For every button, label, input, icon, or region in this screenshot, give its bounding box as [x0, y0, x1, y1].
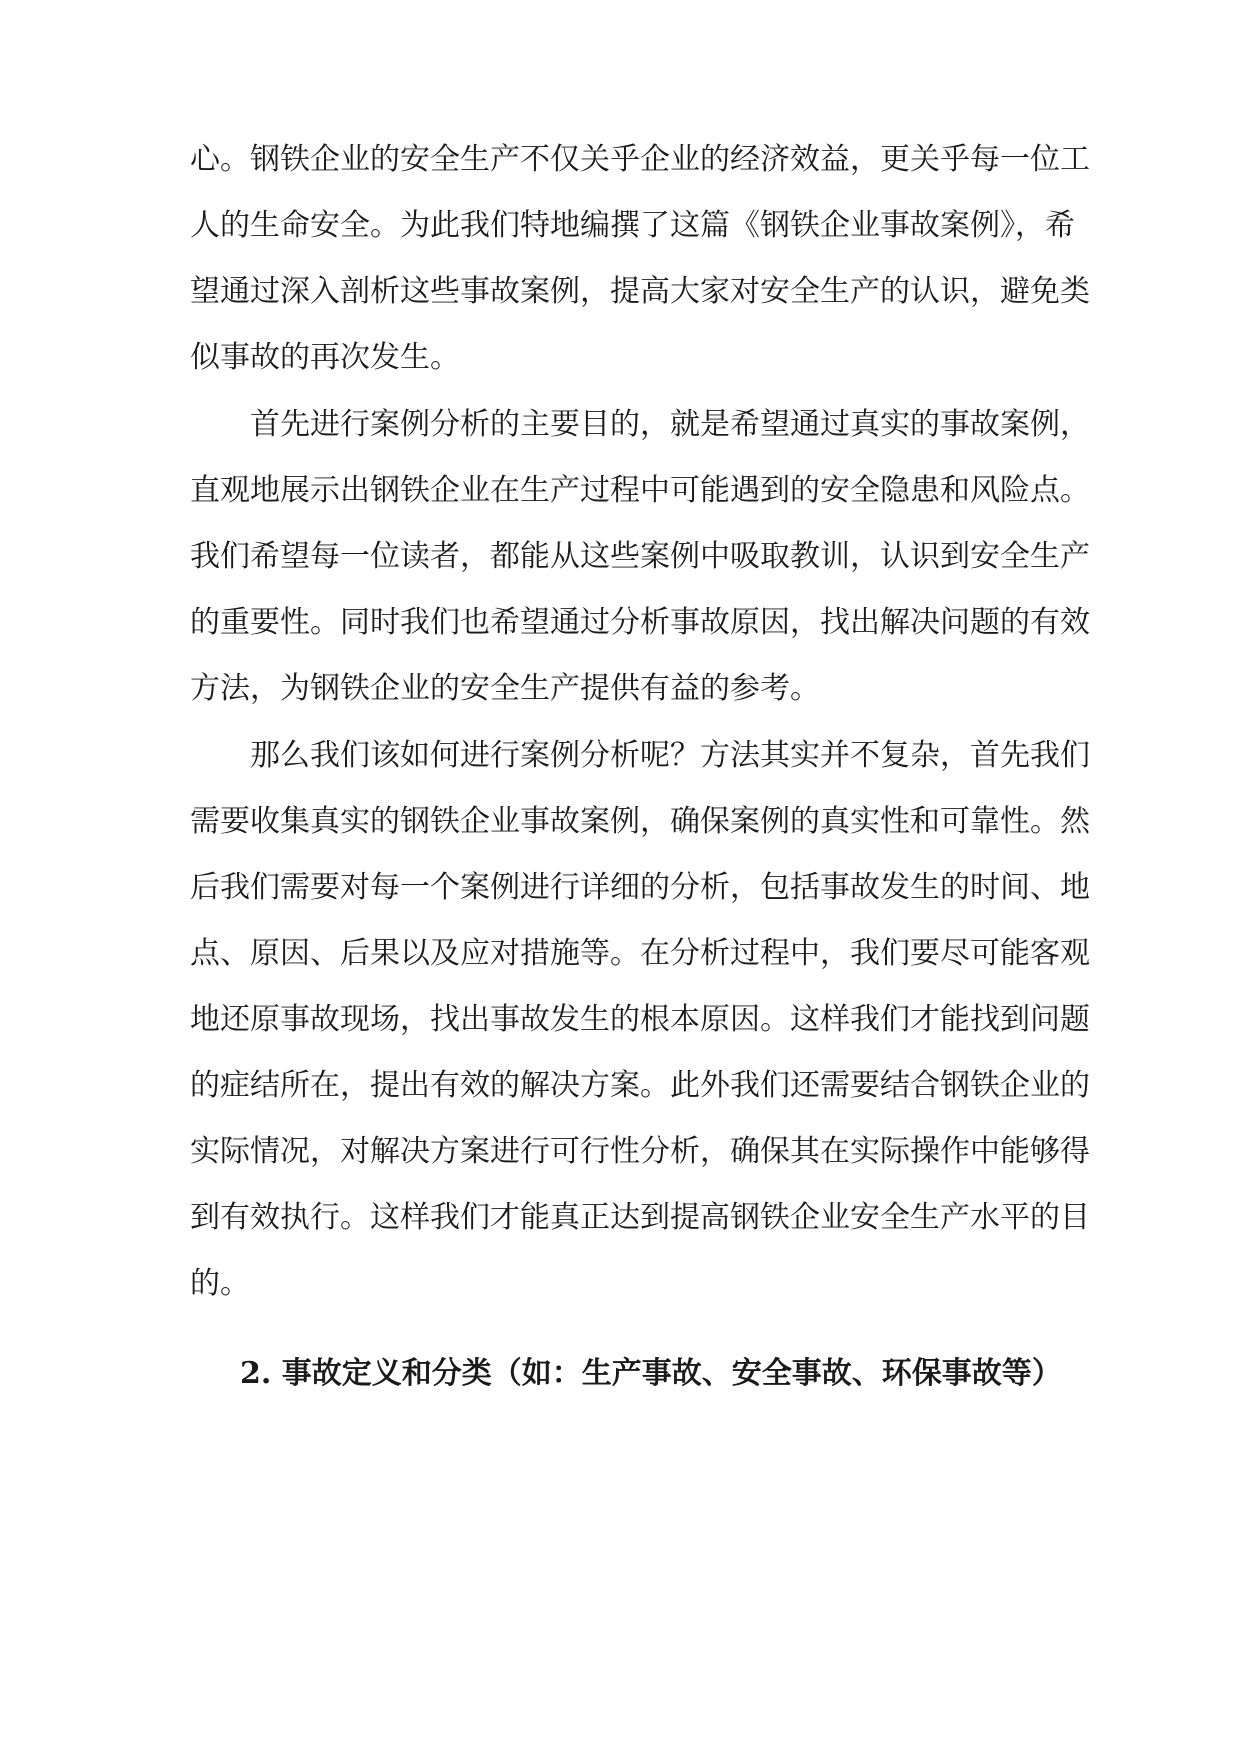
- paragraph-3-line-8: 到有效执行。这样我们才能真正达到提高钢铁企业安全生产水平的目: [190, 1200, 1090, 1235]
- paragraph-2-line-3: 我们希望每一位读者，都能从这些案例中吸取教训，认识到安全生产: [190, 539, 1090, 574]
- section-heading: 2. 事故定义和分类（如：生产事故、安全事故、环保事故等）: [240, 1356, 1062, 1391]
- paragraph-1-line-3: 望通过深入剖析这些事故案例，提高大家对安全生产的认识，避免类: [190, 274, 1090, 309]
- paragraph-3-line-9: 的。: [190, 1266, 250, 1301]
- paragraph-2-line-4: 的重要性。同时我们也希望通过分析事故原因，找出解决问题的有效: [190, 605, 1090, 640]
- paragraph-3-line-2: 需要收集真实的钢铁企业事故案例，确保案例的真实性和可靠性。然: [190, 804, 1090, 839]
- paragraph-3-line-1: 那么我们该如何进行案例分析呢？方法其实并不复杂，首先我们: [250, 738, 1090, 773]
- paragraph-1-line-1: 心。钢铁企业的安全生产不仅关乎企业的经济效益，更关乎每一位工: [190, 142, 1090, 177]
- paragraph-2-line-5: 方法，为钢铁企业的安全生产提供有益的参考。: [190, 671, 820, 706]
- paragraph-3-line-5: 地还原事故现场，找出事故发生的根本原因。这样我们才能找到问题: [190, 1002, 1090, 1037]
- paragraph-3-line-3: 后我们需要对每一个案例进行详细的分析，包括事故发生的时间、地: [190, 870, 1090, 905]
- paragraph-3-line-4: 点、原因、后果以及应对措施等。在分析过程中，我们要尽可能客观: [190, 936, 1090, 971]
- paragraph-3-line-7: 实际情况，对解决方案进行可行性分析，确保其在实际操作中能够得: [190, 1134, 1090, 1169]
- paragraph-2-line-2: 直观地展示出钢铁企业在生产过程中可能遇到的安全隐患和风险点。: [190, 473, 1090, 508]
- paragraph-2-line-1: 首先进行案例分析的主要目的，就是希望通过真实的事故案例，: [250, 407, 1090, 442]
- paragraph-1-line-2: 人的生命安全。为此我们特地编撰了这篇《钢铁企业事故案例》，希: [190, 208, 1075, 243]
- paragraph-1-line-4: 似事故的再次发生。: [190, 340, 460, 375]
- paragraph-3-line-6: 的症结所在，提出有效的解决方案。此外我们还需要结合钢铁企业的: [190, 1068, 1090, 1103]
